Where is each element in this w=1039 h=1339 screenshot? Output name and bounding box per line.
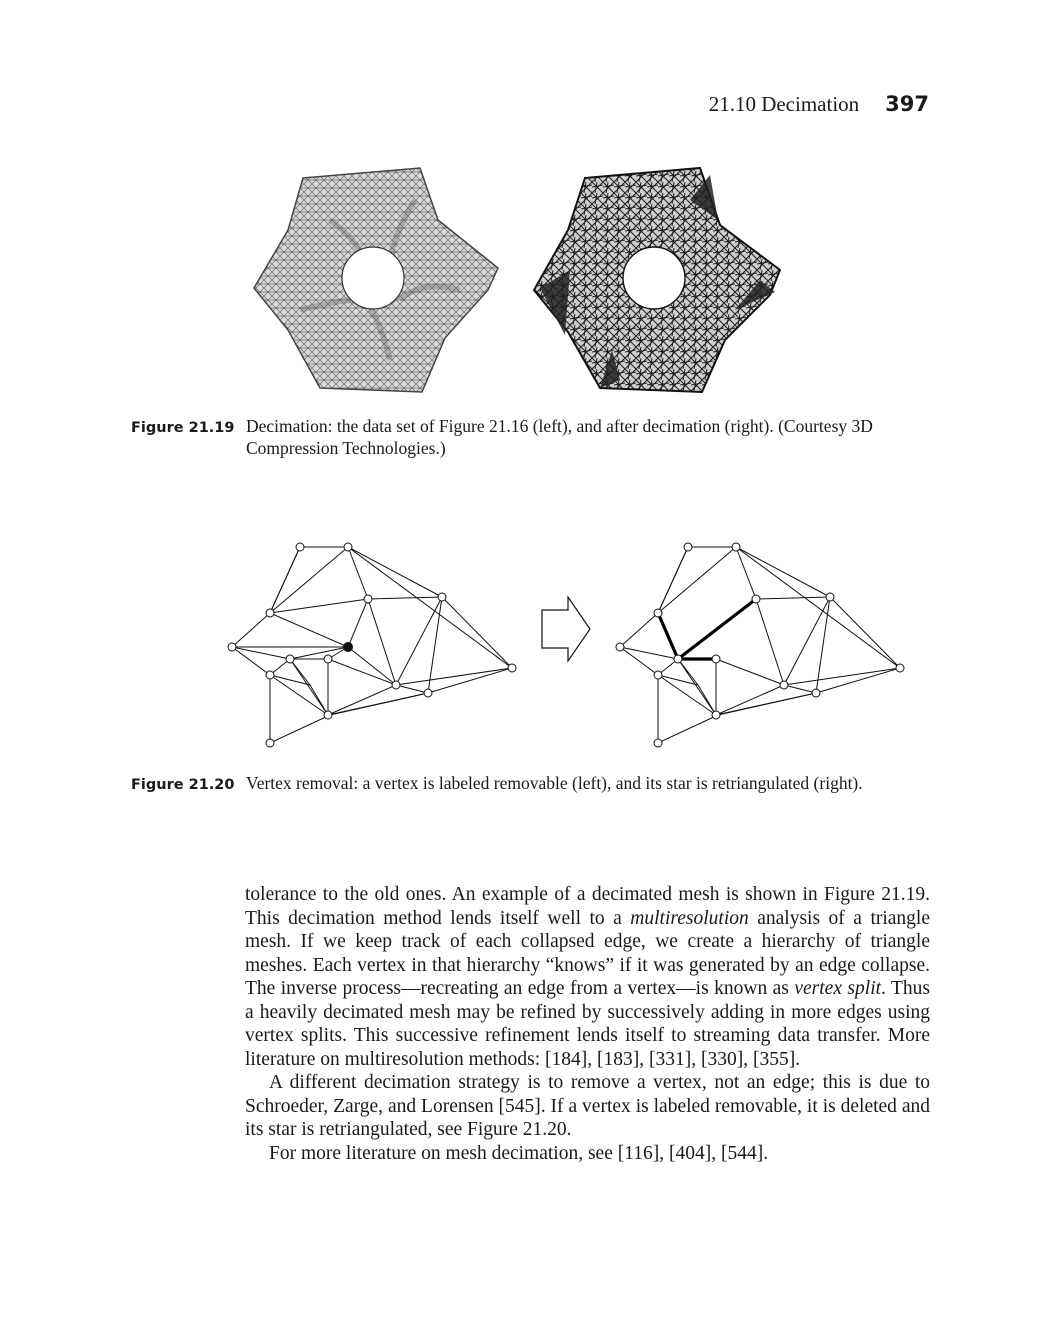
figure-label: Figure 21.20 xyxy=(131,777,235,793)
paragraph-1 xyxy=(245,883,930,1071)
arrow-icon xyxy=(542,597,590,661)
original-mesh xyxy=(254,168,498,392)
mesh-after xyxy=(620,547,900,743)
text-run: . Thus a heavily decimated mesh may be refined by successively adding in more edges using vertex splits. This successive refinement lends itself to streaming data transfer. More literature on multiresolution methods: [184], [183], [331], [330], [355]. xyxy=(245,978,931,1070)
vertices-before xyxy=(228,543,516,747)
page-number: 397 xyxy=(885,92,929,116)
caption-text: Vertex removal: a vertex is labeled removable (left), and its star is retriangulated (right). xyxy=(246,773,863,793)
body-text xyxy=(245,883,930,1165)
running-head xyxy=(709,92,929,117)
removable-vertex xyxy=(343,642,353,652)
figure-21-20-image xyxy=(220,535,920,760)
section-title: 21.10 Decimation xyxy=(708,92,860,116)
figure-label: Figure 21.19 xyxy=(131,420,235,436)
figure-21-20-caption xyxy=(131,772,931,796)
retriangulated-edges xyxy=(658,599,756,659)
decimated-mesh xyxy=(534,168,780,392)
paragraph-2: A different decimation strategy is to remove a vertex, not an edge; this is due to Schroeder, Zarge, and Lorensen [545]. If a vertex is labeled removable, it is deleted and its star is retriangulated, see Figure 21.20. xyxy=(245,1072,930,1140)
emphasis: vertex split xyxy=(794,978,882,999)
figure-21-19-caption xyxy=(131,415,931,459)
vertices-after xyxy=(616,543,904,747)
text-run: analysis of a triangle mesh. If we keep track of each collapsed edge, we create a hierarchy of triangle meshes. Each vertex in that hierarchy “knows” if it was generated by an edge collapse. The inverse process—recreating an edge from a vertex—is known as xyxy=(245,907,931,999)
caption-text: Decimation: the data set of Figure 21.16 (left), and after decimation (right). (Courtesy 3D Compression Technologies.) xyxy=(246,416,873,458)
paragraph-3: For more literature on mesh decimation, see [116], [404], [544]. xyxy=(269,1142,769,1164)
mesh-before xyxy=(232,547,512,743)
text-run: tolerance to the old ones. An example of a decimated mesh is shown in Figure 21.19. This decimation method lends itself well to a xyxy=(245,884,930,929)
figure-21-19-image xyxy=(240,160,800,400)
emphasis: multiresolution xyxy=(630,907,749,929)
